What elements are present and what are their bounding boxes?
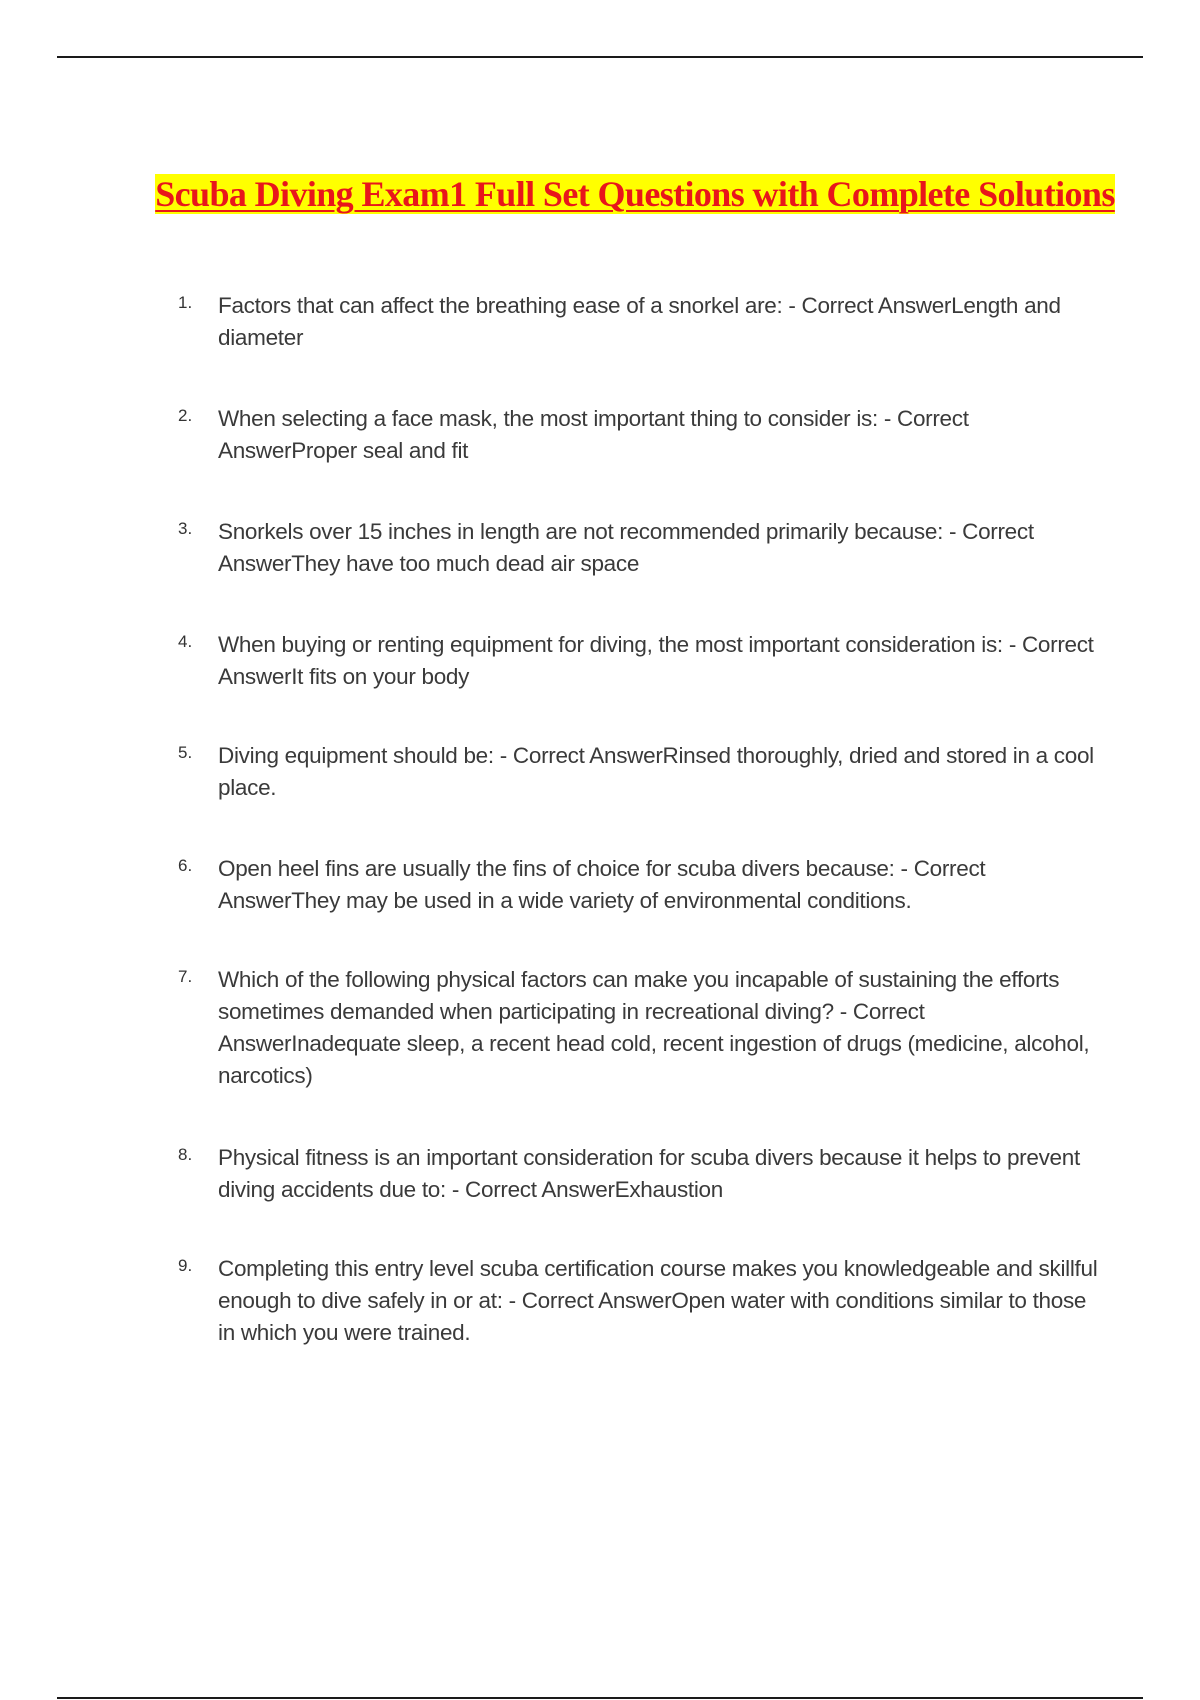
document-title: Scuba Diving Exam1 Full Set Questions with Complete Solutions <box>155 174 1115 214</box>
question-number: 8. <box>178 1145 193 1164</box>
question-number: 6. <box>178 856 193 875</box>
header-rule <box>57 56 1143 58</box>
question-text: Physical fitness is an important consideration for scuba divers because it helps to prevent diving accidents due to: - Correct AnswerExhaustion <box>218 1145 1080 1202</box>
question-number: 1. <box>178 293 193 312</box>
footer-rule <box>57 1697 1143 1699</box>
question-text: Diving equipment should be: - Correct AnswerRinsed thoroughly, dried and stored in a cool place. <box>218 743 1094 800</box>
question-text: Completing this entry level scuba certification course makes you knowledgeable and skillful enough to dive safely in or at: - Correct AnswerOpen water with conditions similar to those in which you were trained. <box>218 1256 1098 1345</box>
question-number: 2. <box>178 406 193 425</box>
question-number: 3. <box>178 519 193 538</box>
question-number: 9. <box>178 1256 193 1275</box>
question-text: When buying or renting equipment for diving, the most important consideration is: - Correct AnswerIt fits on your body <box>218 632 1094 689</box>
question-text: Factors that can affect the breathing ease of a snorkel are: - Correct AnswerLength and diameter <box>218 293 1061 350</box>
question-text: Which of the following physical factors can make you incapable of sustaining the efforts sometimes demanded when participating in recreational diving? - Correct AnswerInadequate sleep, a recent head cold, recent ingestion of drugs (medicine, alcohol, narcotics) <box>218 967 1090 1088</box>
question-text: Snorkels over 15 inches in length are not recommended primarily because: - Correct AnswerThey have too much dead air space <box>218 519 1034 576</box>
question-text: When selecting a face mask, the most important thing to consider is: - Correct AnswerProper seal and fit <box>218 406 969 463</box>
question-text: Open heel fins are usually the fins of choice for scuba divers because: - Correct AnswerThey may be used in a wide variety of environmental conditions. <box>218 856 986 913</box>
question-number: 7. <box>178 967 193 986</box>
question-number: 4. <box>178 632 193 651</box>
question-number: 5. <box>178 743 193 762</box>
